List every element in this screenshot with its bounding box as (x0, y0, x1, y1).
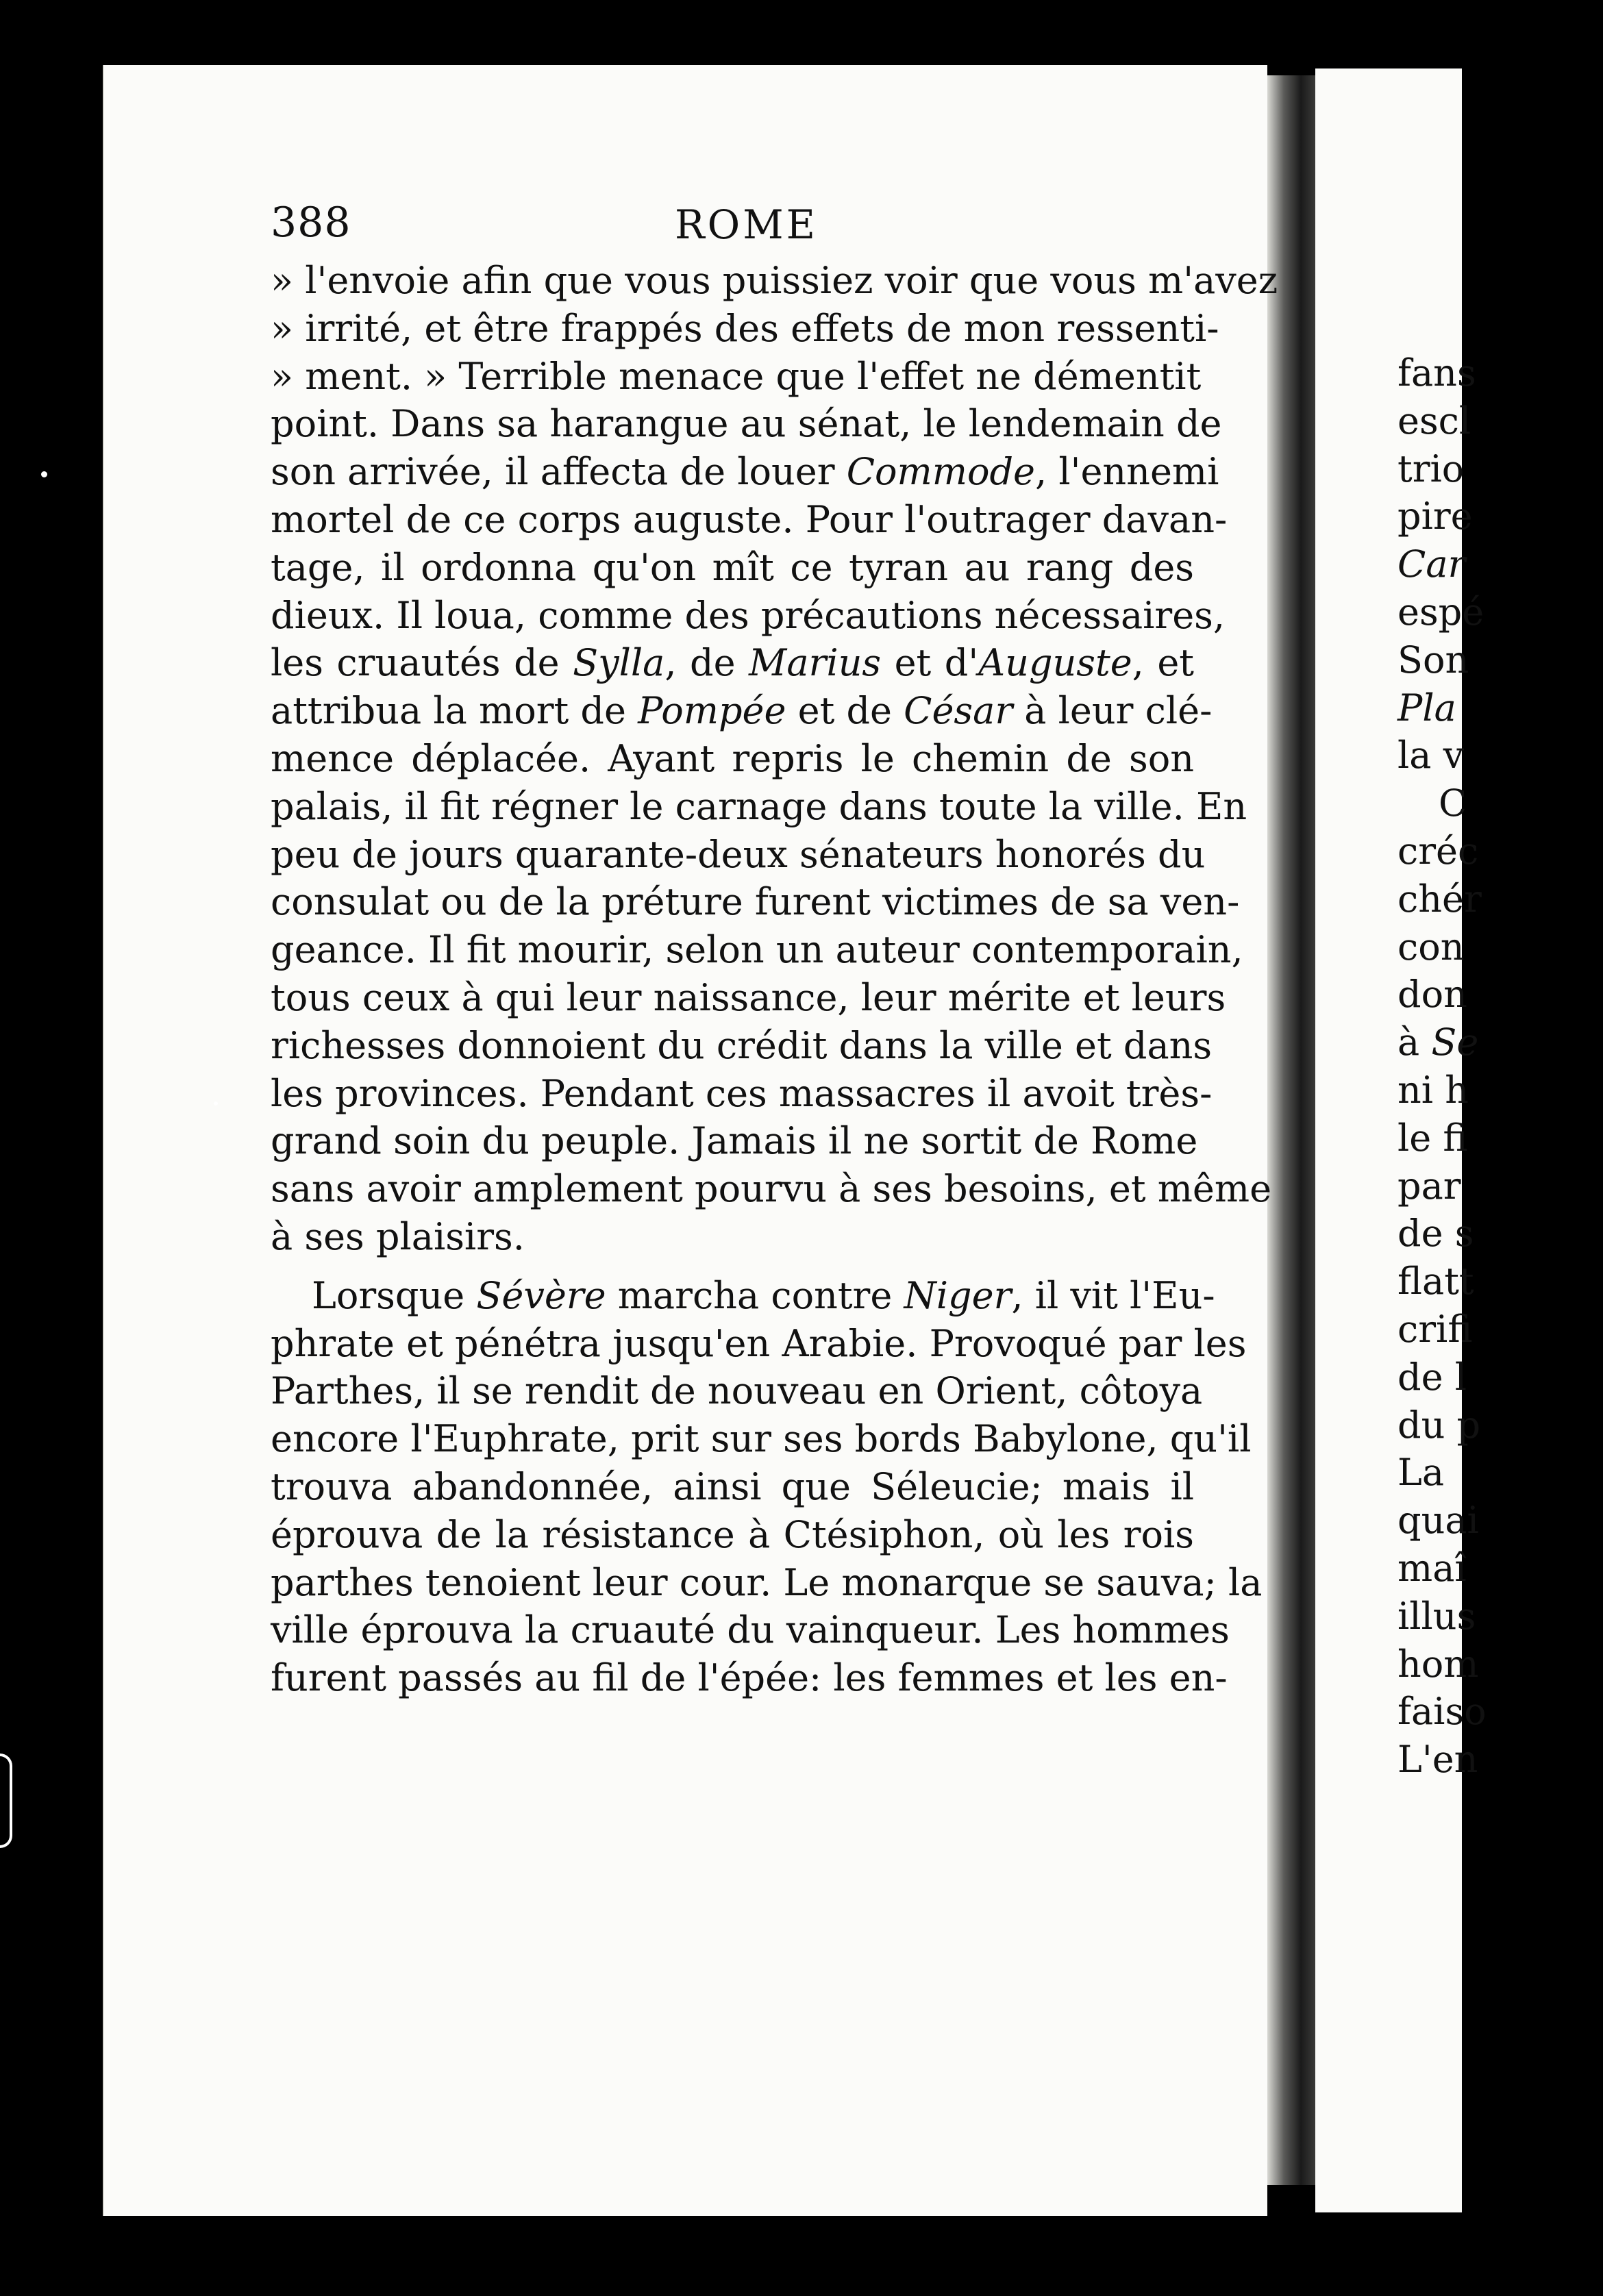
text-run: don (1397, 973, 1467, 1016)
book-page-right-facing (1315, 68, 1487, 2212)
text-line (271, 1511, 1194, 1559)
italic-name: Sévère (476, 1273, 606, 1317)
text-run: trio (1397, 447, 1465, 490)
text-line (271, 926, 1243, 974)
facing-text-line (1397, 732, 1603, 779)
text-run: furent passés au fil de l'épée: les femmes et les en- (271, 1656, 1228, 1700)
facing-text-line (1397, 397, 1603, 445)
facing-text-line (1397, 923, 1603, 971)
italic-name: Commode (846, 450, 1035, 494)
facing-text-line (1397, 1688, 1603, 1736)
text-run: fans (1397, 351, 1476, 395)
text-run: crifi (1397, 1307, 1473, 1351)
text-run: dieux. Il loua, comme des précautions nécessaires, (271, 593, 1226, 637)
text-run: palais, il fit régner le carnage dans toute la ville. En (271, 784, 1247, 828)
text-line (271, 1559, 1263, 1607)
facing-text-line (1397, 1162, 1603, 1210)
text-run: les provinces. Pendant ces massacres il avoit très- (271, 1071, 1213, 1115)
text-run: Son (1397, 638, 1469, 682)
text-run: , de (664, 641, 749, 685)
scan-speck (41, 471, 47, 477)
text-run: Lorsque (312, 1273, 477, 1317)
text-line (271, 974, 1226, 1022)
text-run: » ment. » Terrible menace que l'effet ne démentit (271, 354, 1202, 398)
text-run: C (1439, 782, 1467, 825)
scan-edge-mark (0, 1754, 12, 1848)
text-line (271, 1367, 1203, 1415)
facing-text-line (1397, 875, 1603, 923)
text-run: pire (1397, 495, 1473, 538)
text-line (271, 639, 1194, 687)
text-line (271, 544, 1194, 592)
italic-name: Sylla (573, 641, 665, 685)
text-line (271, 496, 1228, 544)
text-line (271, 1654, 1228, 1702)
text-run: de l (1397, 1355, 1467, 1399)
text-run: attribua la mort de (271, 689, 638, 733)
italic-name: Pla (1397, 686, 1456, 729)
text-line (271, 592, 1226, 640)
text-run: , et (1132, 641, 1194, 685)
text-run: flatt (1397, 1260, 1474, 1303)
text-run: créc (1397, 829, 1479, 873)
italic-name: Auguste (978, 641, 1132, 685)
text-line (271, 1606, 1230, 1654)
text-run: La (1397, 1451, 1445, 1495)
facing-text-line (1397, 1593, 1603, 1640)
text-line (271, 448, 1219, 496)
text-run: point. Dans sa harangue au sénat, le lendemain de (271, 402, 1222, 446)
italic-name: Marius (749, 641, 882, 685)
paragraph-gap (271, 1261, 1194, 1272)
text-line (271, 400, 1222, 448)
text-line (271, 1117, 1198, 1165)
facing-text-line (1397, 492, 1603, 540)
text-run: phrate et pénétra jusqu'en Arabie. Provoqué par les (271, 1321, 1247, 1365)
text-run: et de (786, 689, 904, 733)
text-run: de s (1397, 1212, 1474, 1256)
text-run: espé (1397, 590, 1484, 634)
text-line (271, 735, 1194, 783)
text-run: maî (1397, 1546, 1467, 1590)
page-number: 388 (271, 199, 351, 247)
italic-name: Se (1431, 1021, 1479, 1064)
text-line (271, 305, 1219, 353)
facing-text-line (1397, 1545, 1603, 1593)
facing-text-line (1397, 1114, 1603, 1162)
text-run: faiso (1397, 1690, 1487, 1734)
text-line (271, 1415, 1252, 1463)
facing-text-line (1397, 1497, 1603, 1545)
text-run: et d' (881, 641, 979, 685)
text-run: , il vit l'Eu- (1011, 1273, 1215, 1317)
text-run: chér (1397, 877, 1482, 921)
italic-name: Car (1397, 542, 1466, 586)
facing-text-line (1397, 1736, 1603, 1784)
facing-text-line (1397, 636, 1603, 684)
text-run: à (1397, 1021, 1432, 1064)
text-run: geance. Il fit mourir, selon un auteur contemporain, (271, 928, 1243, 972)
text-run: les cruautés de (271, 641, 573, 685)
italic-name: Pompée (638, 689, 786, 733)
text-line (271, 1463, 1194, 1511)
text-run: mortel de ce corps auguste. Pour l'outrager davan- (271, 497, 1228, 541)
text-run: Parthes, il se rendit de nouveau en Orient, côtoya (271, 1369, 1203, 1413)
facing-text-line (1397, 1449, 1603, 1497)
text-run: à ses plaisirs. (271, 1214, 525, 1258)
binding-gutter (1267, 75, 1315, 2185)
text-run: » l'envoie afin que vous puissiez voir que vous m'avez (271, 259, 1278, 302)
facing-text-line (1397, 1019, 1603, 1066)
body-text (271, 257, 1278, 1702)
text-run: éprouva de la résistance à Ctésiphon, où les rois (271, 1512, 1194, 1556)
text-run: richesses donnoient du crédit dans la ville et dans (271, 1023, 1213, 1067)
text-run: , l'ennemi (1035, 450, 1219, 494)
italic-name: César (904, 689, 1013, 733)
text-run: marcha contre (606, 1273, 904, 1317)
facing-text-line (1397, 445, 1603, 493)
facing-page-text (1397, 349, 1603, 1784)
facing-text-line (1397, 971, 1603, 1019)
text-line (271, 878, 1240, 926)
text-run: la v (1397, 734, 1465, 777)
text-run: quai (1397, 1499, 1479, 1543)
facing-text-line (1397, 540, 1603, 588)
text-run: par (1397, 1164, 1461, 1208)
running-head (271, 199, 1216, 253)
text-run: con (1397, 925, 1465, 969)
scan-speck (214, 1101, 218, 1106)
text-run: grand soin du peuple. Jamais il ne sortit de Rome (271, 1119, 1198, 1163)
text-run: illus (1397, 1594, 1476, 1638)
text-run: sans avoir amplement pourvu à ses besoins, et même (271, 1167, 1272, 1211)
text-run: son arrivée, il affecta de louer (271, 450, 847, 494)
text-run: tous ceux à qui leur naissance, leur mérite et leurs (271, 975, 1226, 1019)
facing-text-line (1397, 1401, 1603, 1449)
italic-name: Niger (904, 1273, 1012, 1317)
text-line (271, 1320, 1247, 1368)
text-run: tage, il ordonna qu'on mît ce tyran au rang des (271, 545, 1194, 589)
facing-text-line (1397, 1210, 1603, 1258)
text-run: du p (1397, 1403, 1481, 1447)
text-line (271, 353, 1202, 401)
text-line (271, 1165, 1272, 1213)
running-title: ROME (675, 201, 818, 248)
facing-text-line (1397, 1306, 1603, 1353)
text-run: trouva abandonnée, ainsi que Séleucie; mais il (271, 1464, 1194, 1508)
text-line (271, 1022, 1213, 1070)
text-run: consulat ou de la préture furent victimes de sa ven- (271, 880, 1240, 924)
facing-text-line (1397, 827, 1603, 875)
text-run: » irrité, et être frappés des effets de mon ressenti- (271, 306, 1219, 350)
facing-text-line (1397, 684, 1603, 732)
facing-text-line (1397, 1353, 1603, 1401)
text-run: L'en (1397, 1738, 1478, 1782)
text-run: escl (1397, 399, 1471, 442)
text-line (271, 783, 1247, 831)
text-run: le fi (1397, 1116, 1468, 1160)
text-line (271, 687, 1213, 735)
text-run: ville éprouva la cruauté du vainqueur. Les hommes (271, 1608, 1230, 1652)
facing-text-line (1397, 349, 1603, 397)
text-line (271, 1272, 1215, 1320)
text-run: encore l'Euphrate, prit sur ses bords Babylone, qu'il (271, 1417, 1252, 1461)
facing-text-line (1397, 1066, 1603, 1114)
text-line (271, 831, 1206, 879)
text-run: ni h (1397, 1068, 1469, 1112)
text-run: peu de jours quarante-deux sénateurs honorés du (271, 832, 1206, 876)
facing-text-line (1397, 1640, 1603, 1688)
facing-text-line (1397, 588, 1603, 636)
text-run: hom (1397, 1642, 1479, 1686)
text-line (271, 1213, 1194, 1261)
text-run: à leur clé- (1012, 689, 1213, 733)
text-run: parthes tenoient leur cour. Le monarque se sauva; la (271, 1560, 1263, 1604)
facing-text-line (1397, 1258, 1603, 1306)
text-line (271, 257, 1278, 305)
text-run: mence déplacée. Ayant repris le chemin de son (271, 736, 1194, 780)
text-line (271, 1070, 1213, 1118)
facing-text-line (1397, 779, 1603, 827)
